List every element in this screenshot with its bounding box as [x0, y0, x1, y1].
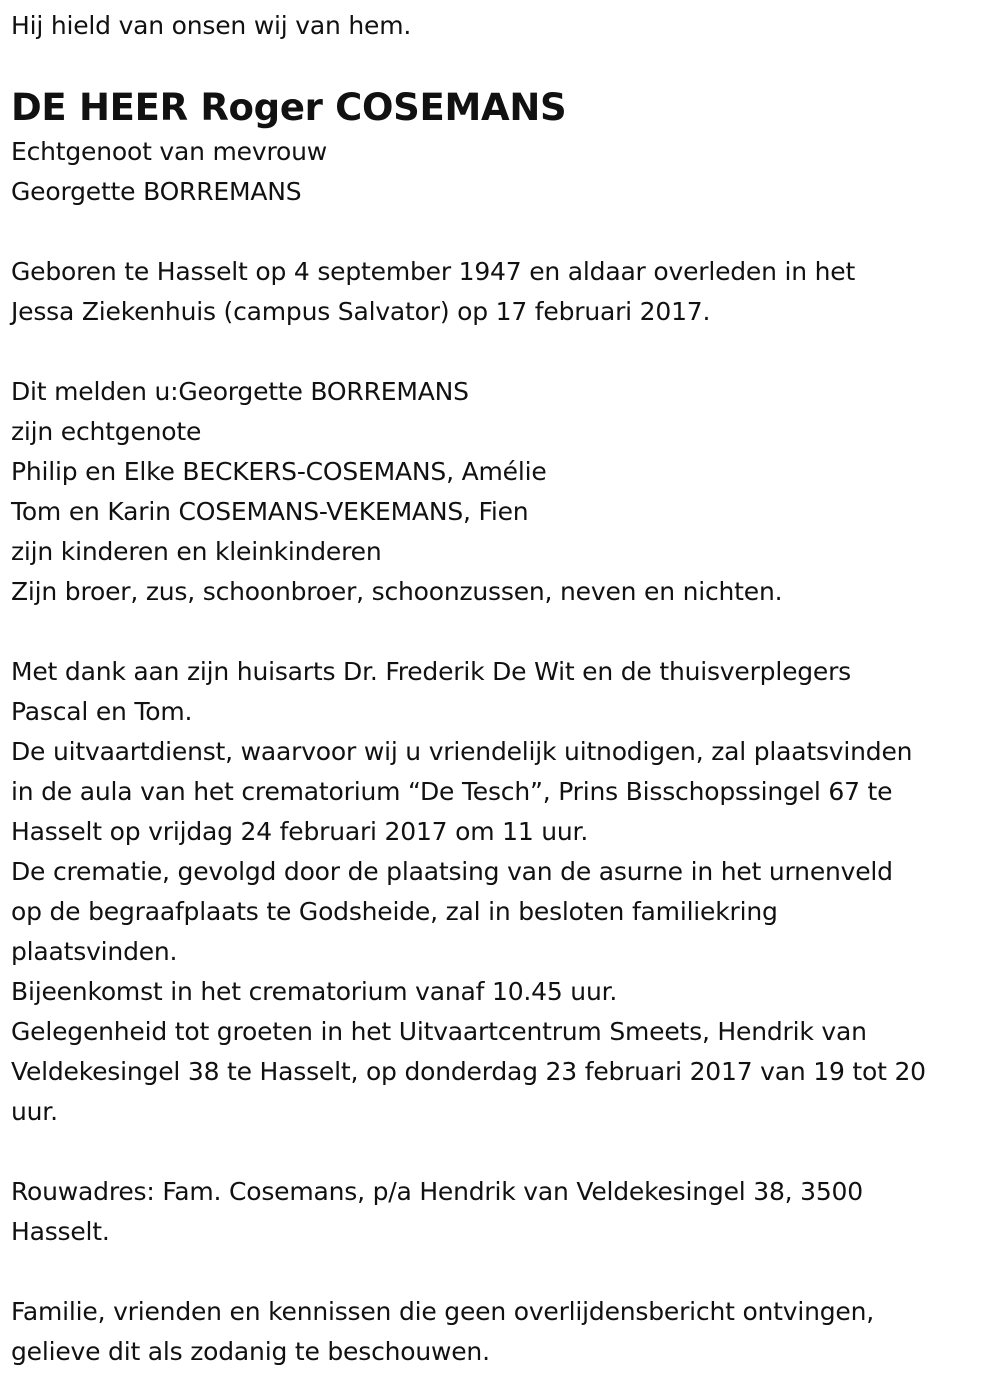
details-line: Bijeenkomst in het crematorium vanaf 10.45 uur.	[11, 977, 618, 1006]
spouse-line: Echtgenoot van mevrouw	[11, 137, 327, 166]
details-line: plaatsvinden.	[11, 937, 178, 966]
announcer-line: Zijn broer, zus, schoonbroer, schoonzussen, neven en nichten.	[11, 577, 783, 606]
obituary-notice	[11, 0, 993, 1372]
announcer-line: zijn kinderen en kleinkinderen	[11, 537, 382, 566]
details-line: op de begraafplaats te Godsheide, zal in besloten familiekring	[11, 897, 778, 926]
details-line: Gelegenheid tot groeten in het Uitvaartcentrum Smeets, Hendrik van	[11, 1017, 867, 1046]
details-line: in de aula van het crematorium “De Tesch”, Prins Bisschopssingel 67 te	[11, 777, 893, 806]
details-line: De uitvaartdienst, waarvoor wij u vriendelijk uitnodigen, zal plaatsvinden	[11, 737, 913, 766]
spouse-line: Georgette BORREMANS	[11, 177, 302, 206]
birth-death-block	[11, 252, 993, 332]
funeral-details-block	[11, 652, 993, 1132]
closing-line: gelieve dit als zodanig te beschouwen.	[11, 1337, 490, 1366]
announcer-line: zijn echtgenote	[11, 417, 202, 446]
intro-text: Hij hield van onsen wij van hem.	[11, 11, 412, 40]
address-line: Rouwadres: Fam. Cosemans, p/a Hendrik van Veldekesingel 38, 3500	[11, 1177, 863, 1206]
spouse-block	[11, 132, 993, 212]
announcer-line: Tom en Karin COSEMANS-VEKEMANS, Fien	[11, 497, 529, 526]
birth-death-line: Geboren te Hasselt op 4 september 1947 en aldaar overleden in het	[11, 257, 856, 286]
closing-line: Familie, vrienden en kennissen die geen overlijdensbericht ontvingen,	[11, 1297, 875, 1326]
details-line: uur.	[11, 1097, 58, 1126]
spacer	[11, 612, 993, 652]
details-line: Hasselt op vrijdag 24 februari 2017 om 11 uur.	[11, 817, 589, 846]
deceased-name-heading: DE HEER Roger COSEMANS	[11, 86, 567, 129]
spacer	[11, 1132, 993, 1172]
mourning-address-block	[11, 1172, 993, 1252]
announcer-line: Dit melden u:Georgette BORREMANS	[11, 377, 469, 406]
announcers-block	[11, 372, 993, 612]
closing-block	[11, 1292, 993, 1372]
birth-death-line: Jessa Ziekenhuis (campus Salvator) op 17 februari 2017.	[11, 297, 711, 326]
details-line: Met dank aan zijn huisarts Dr. Frederik De Wit en de thuisverplegers	[11, 657, 852, 686]
spacer	[11, 212, 993, 252]
details-line: Veldekesingel 38 te Hasselt, op donderdag 23 februari 2017 van 19 tot 20	[11, 1057, 926, 1086]
spacer	[11, 1252, 993, 1292]
announcer-line: Philip en Elke BECKERS-COSEMANS, Amélie	[11, 457, 547, 486]
address-line: Hasselt.	[11, 1217, 110, 1246]
details-line: Pascal en Tom.	[11, 697, 193, 726]
details-line: De crematie, gevolgd door de plaatsing van de asurne in het urnenveld	[11, 857, 893, 886]
spacer	[11, 332, 993, 372]
